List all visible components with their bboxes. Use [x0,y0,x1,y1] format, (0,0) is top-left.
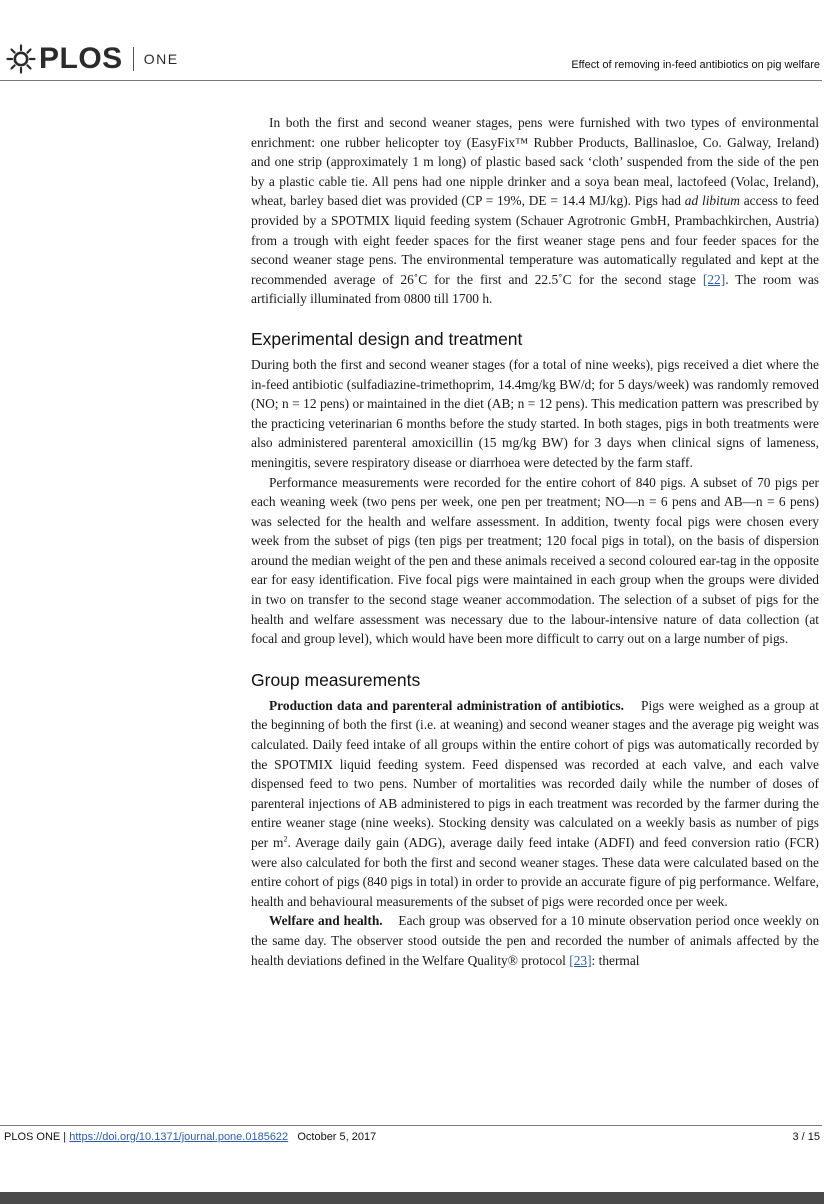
doi-link[interactable]: https://doi.org/10.1371/journal.pone.0185622 [69,1131,289,1143]
viewer-bottom-bar [0,1192,824,1204]
section-heading-experimental-design: Experimental design and treatment [251,328,523,349]
article-body [251,113,819,970]
citation-22-link[interactable]: [22] [702,271,726,287]
running-title: Effect of removing in-feed antibiotics on pig welfare [571,59,820,71]
citation-23-link[interactable]: [23] [569,952,592,968]
subheading-production-data: Production data and parenteral administration of antibiotics. [269,697,624,713]
footer-rule [0,1125,822,1126]
section-heading-group-measurements: Group measurements [251,669,421,690]
page-header [0,0,824,84]
plos-sunburst-icon [6,44,36,74]
header-rule [0,80,822,81]
page-footer [4,1131,820,1143]
paragraph-enrichment: In both the first and second weaner stages, pens were furnished with two types of environmental enrichment: one rubber helicopter toy (EasyFix™ Rubber Products, Ballinasloe, Co. Galway, Ireland) and one strip (approximately 1 m long) of plastic based sack ‘cloth’ suspended from the side of the pen by a plastic cable tie. All pens had one nipple drinker and a soya bean meal, lactofeed (Volac, Ireland), wheat, barley based diet was provided (CP = 19%, DE = 14.4 MJ/kg). Pigs had ad libitum access to feed provided by a SPOTMIX liquid feeding system (Schauer Agrotronic GmbH, Prambachkirchen, Austria) from a trough with eight feeder spaces for the first weaner stage pens and four feeder spaces for the second weaner stage pens. The environmental temperature was automatically regulated and kept at the recommended average of 26˚C for the first and 22.5˚C for the second stage [22]. The room was artificially illuminated from 0800 till 1700 h. [251,115,819,307]
logo-plos-text: PLOS [39,42,123,75]
footer-journal: PLOS ONE | [4,1131,67,1143]
paragraph-welfare-health: Welfare and health. Each group was observed for a 10 minute observation period once weekly on the same day. The observer stood outside the pen and recorded the number of animals affected by the health deviations defined in the Welfare Quality® protocol [23]: thermal [251,913,820,968]
paragraph-performance: Performance measurements were recorded for the entire cohort of 840 pigs. A subset of 70 pigs per each weaning week (two pens per week, one pen per treatment; NO—n = 6 pens and AB—n = 6 pens) was selected for the health and welfare assessment. In addition, twenty focal pigs were chosen every week from the subset of pigs (ten pigs per treatment; 120 focal pigs in total), on the basis of dispersion around the median weight of the pen and these animals received a second coloured ear-tag in the opposite ear for easy identification. Five focal pigs were maintained in each group when the groups were divided in two on transfer to the second stage weaner accommodation. The selection of a subset of pigs for the health and welfare assessment was necessary due to the labour-intensive nature of data collection (at focal and group level), which would have been more difficult to carry out on a large number of pigs. [251,474,819,647]
plos-one-logo[interactable] [6,42,179,76]
logo-divider [133,47,134,71]
ad-libitum-term: ad libitum [684,193,740,209]
logo-one-text: ONE [143,51,179,67]
subheading-welfare-health: Welfare and health. [269,913,383,929]
footer-date: October 5, 2017 [297,1131,377,1143]
paragraph-treatment: During both the first and second weaner stages (for a total of nine weeks), pigs received a diet where the in-feed antibiotic (sulfadiazine-trimethoprim, 14.4mg/kg BW/d; for 5 days/week) was randomly removed (NO; n = 12 pens) or maintained in the diet (AB; n = 12 pens). This medication pattern was prescribed by the practicing veterinarian 6 months before the study started. In both stages, pigs in both treatments were also administered parenteral amoxicillin (15 mg/kg BW) for 3 days when clinical signs of lameness, meningitis, severe respiratory disease or diarrhoea were detected by the farm staff. [251,356,819,470]
paragraph-production-data: Production data and parenteral administration of antibiotics. Pigs were weighed as a group at the beginning of both the first (i.e. at weaning) and second weaner stages and the average pig weight was calculated. Daily feed intake of all groups within the entire cohort of pigs was automatically recorded by the SPOTMIX liquid feeding system. Feed dispensed was recorded at each valve, and each valve dispensed feed to two pens. Number of mortalities was recorded daily while the number of doses of parenteral injections of AB administered to pigs in each treatment was recorded by the farmer during the entire weaner stage (nine weeks). Stocking density was calculated on a weekly basis as number of pigs per $m^2$. Average daily gain (ADG), average daily feed intake (ADFI) and feed conversion ratio (FCR) were also calculated for both the first and second weaner stages. These data were calculated based on the entire cohort of pigs (840 pigs in total) in order to provide an accurate figure of pig performance. Welfare, health and behavioural measurements of the subset of pigs were recorded once per week. [251,697,820,909]
page-number: 3 / 15 [792,1131,820,1143]
